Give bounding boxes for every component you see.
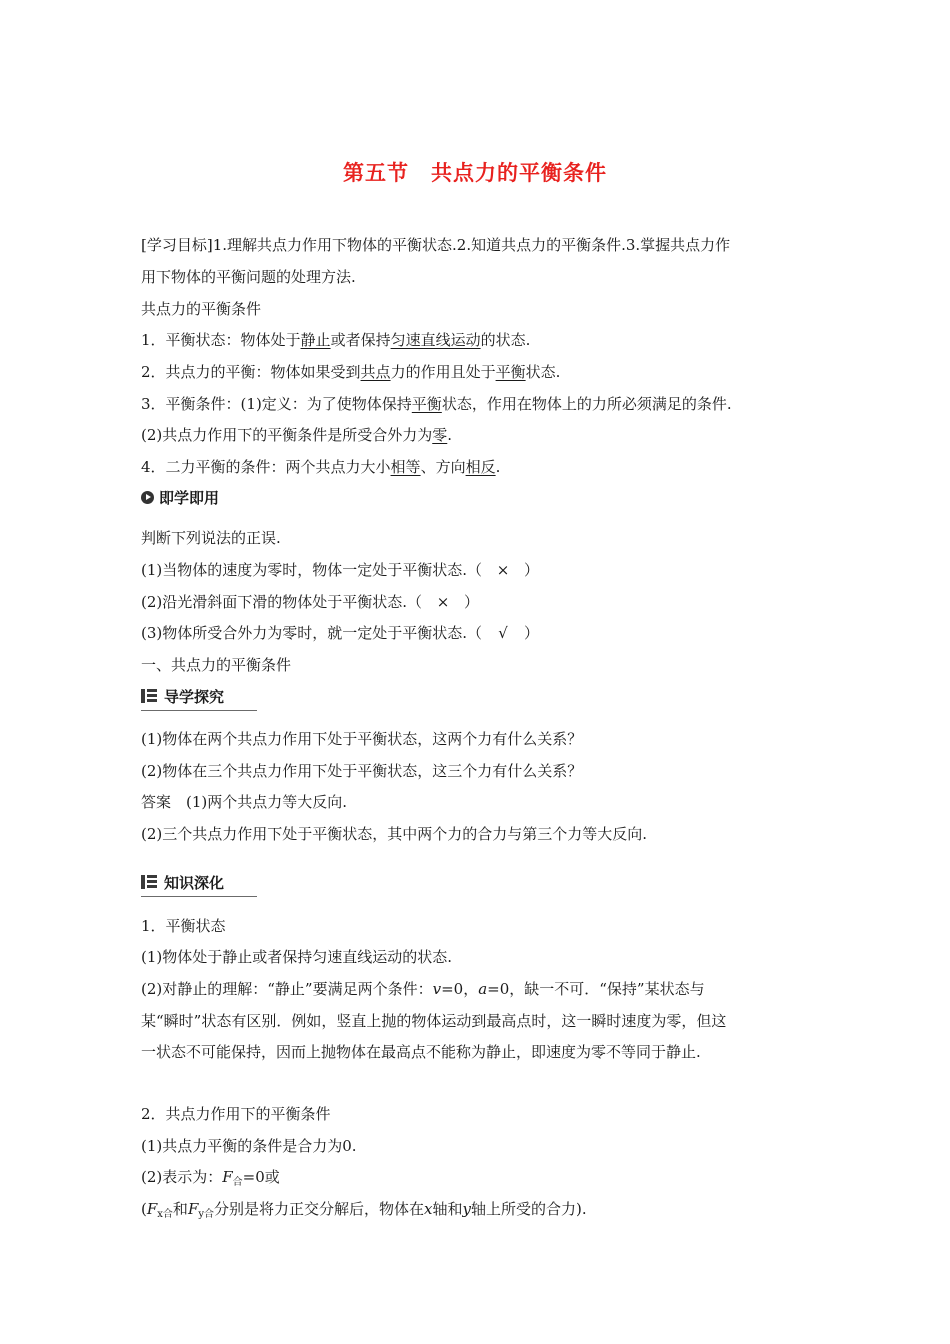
item-2-text-c: 状态. xyxy=(525,363,561,381)
deepen-2c-and: 和 xyxy=(172,1200,188,1218)
deepen-heading-rule xyxy=(141,896,257,897)
deepen-2-line-1: (1)共点力平衡的条件是合力为0. xyxy=(141,1137,357,1155)
item-4-text-b: 、方向 xyxy=(420,458,466,476)
quick-use-question-3 xyxy=(141,623,539,643)
force-y-symbol: F xyxy=(187,1200,199,1218)
item-3-blank-1: 平衡 xyxy=(411,395,442,413)
item-2-blank-1: 共点 xyxy=(360,363,391,381)
deepen-section-1: 1．平衡状态 xyxy=(141,917,226,935)
deepen-2b-text-a: (2)表示为： xyxy=(141,1168,223,1186)
x-axis-symbol: x xyxy=(424,1200,433,1218)
guide-answer-2: (2)三个共点力作用下处于平衡状态，其中两个力的合力与第三个力等大反向. xyxy=(141,825,648,843)
learning-goals-line-2: 用下物体的平衡问题的处理方法. xyxy=(141,268,356,286)
quick-use-heading-label: 即学即用 xyxy=(159,488,220,507)
deepen-2c-paren: ( xyxy=(141,1200,147,1218)
guide-heading-rule xyxy=(141,710,257,711)
deepen-section-2: 2．共点力作用下的平衡条件 xyxy=(141,1105,331,1123)
deepen-heading-label: 知识深化 xyxy=(164,873,225,892)
deepen-2b-text-b: =0或 xyxy=(242,1168,280,1186)
force-y-subscript: y合 xyxy=(198,1209,215,1220)
item-4-text-c: . xyxy=(495,458,501,476)
item-3-text-a: 3．平衡条件：(1)定义：为了使物体保持 xyxy=(141,395,412,413)
guide-question-2: (2)物体在三个共点力作用下处于平衡状态，这三个力有什么关系？ xyxy=(141,762,583,780)
y-axis-symbol: y xyxy=(462,1200,471,1218)
quick-use-q3-end: ） xyxy=(524,624,540,642)
item-3b-text-b: . xyxy=(447,426,453,444)
quick-use-q1-mark: × xyxy=(496,561,510,579)
page-title: 第五节 共点力的平衡条件 xyxy=(343,161,607,185)
part-1-title: 一、共点力的平衡条件 xyxy=(141,656,292,674)
deepen-2c-text-c: 轴和 xyxy=(432,1200,463,1218)
guide-answer-1: 答案 (1)两个共点力等大反向. xyxy=(141,793,348,811)
deepen-1-line-1: (1)物体处于静止或者保持匀速直线运动的状态. xyxy=(141,948,453,966)
deepen-1b-eq-2: =0，缺一不可．“保持”某状态与 xyxy=(487,980,705,998)
quick-use-q2-end: ） xyxy=(464,593,480,611)
learning-goals-line-1: [学习目标]1.理解共点力作用下物体的平衡状态.2.知道共点力的平衡条件.3.掌握共点力作 xyxy=(141,236,731,254)
quick-use-question-2 xyxy=(141,592,479,612)
item-1-text-b: 或者保持 xyxy=(330,331,391,349)
velocity-symbol: v xyxy=(432,980,442,998)
item-1 xyxy=(141,330,530,350)
quick-use-intro: 判断下列说法的正误. xyxy=(141,529,281,547)
deepen-2-line-2 xyxy=(141,1167,280,1193)
deepen-1-line-2 xyxy=(141,979,705,999)
item-1-text-c: 的状态. xyxy=(480,331,531,349)
deepen-1b-eq-1: =0， xyxy=(441,980,479,998)
guide-question-1: (1)物体在两个共点力作用下处于平衡状态，这两个力有什么关系？ xyxy=(141,730,583,748)
item-4-text-a: 4．二力平衡的条件：两个共点力大小 xyxy=(141,458,391,476)
play-icon xyxy=(141,491,154,504)
quick-use-q1-end: ） xyxy=(524,561,540,579)
list-icon xyxy=(141,689,157,703)
deepen-1-line-4: 一状态不可能保持，因而上抛物体在最高点不能称为静止，即速度为零不等同于静止. xyxy=(141,1043,701,1061)
item-2 xyxy=(141,362,560,382)
deepen-2c-text-b: 分别是将力正交分解后，物体在 xyxy=(214,1200,425,1218)
acceleration-symbol: a xyxy=(478,980,488,998)
quick-use-heading xyxy=(141,485,219,509)
quick-use-q2-mark: × xyxy=(436,593,450,611)
force-subscript: 合 xyxy=(232,1177,243,1188)
list-icon xyxy=(141,875,157,889)
item-1-blank-2: 匀速直线运动 xyxy=(390,331,481,349)
deepen-2c-text-d: 轴上所受的合力). xyxy=(471,1200,587,1218)
item-1-text-a: 1．平衡状态：物体处于 xyxy=(141,331,301,349)
item-3b-text-a: (2)共点力作用下的平衡条件是所受合外力为 xyxy=(141,426,433,444)
item-4-blank-2: 相反 xyxy=(465,458,496,476)
section-title: 共点力的平衡条件 xyxy=(141,300,262,318)
guide-heading xyxy=(141,684,224,708)
item-1-blank-1: 静止 xyxy=(300,331,331,349)
deepen-heading xyxy=(141,870,224,894)
deepen-1b-text-a: (2)对静止的理解：“静止”要满足两个条件： xyxy=(141,980,433,998)
deepen-1-line-3: 某“瞬时”状态有区别．例如，竖直上抛的物体运动到最高点时，这一瞬时速度为零，但这 xyxy=(141,1012,727,1030)
guide-heading-label: 导学探究 xyxy=(164,687,225,706)
quick-use-question-1 xyxy=(141,560,539,580)
deepen-2-line-3 xyxy=(141,1199,587,1225)
item-2-text-a: 2．共点力的平衡：物体如果受到 xyxy=(141,363,361,381)
item-3 xyxy=(141,394,732,414)
quick-use-q3-text: (3)物体所受合外力为零时，就一定处于平衡状态.（ xyxy=(141,624,483,642)
force-symbol: F xyxy=(222,1168,233,1186)
item-3-part-2 xyxy=(141,425,452,445)
item-2-text-b: 力的作用且处于 xyxy=(390,363,496,381)
item-4-blank-1: 相等 xyxy=(390,458,421,476)
item-3b-blank-1: 零 xyxy=(432,426,448,444)
force-x-symbol: F xyxy=(146,1200,158,1218)
quick-use-q2-text: (2)沿光滑斜面下滑的物体处于平衡状态.（ xyxy=(141,593,423,611)
item-2-blank-2: 平衡 xyxy=(495,363,526,381)
item-4 xyxy=(141,457,500,477)
force-x-subscript: x合 xyxy=(157,1209,173,1220)
quick-use-q1-text: (1)当物体的速度为零时，物体一定处于平衡状态.（ xyxy=(141,561,483,579)
item-3-text-b: 状态，作用在物体上的力所必须满足的条件. xyxy=(441,395,732,413)
quick-use-q3-mark: √ xyxy=(498,624,508,642)
